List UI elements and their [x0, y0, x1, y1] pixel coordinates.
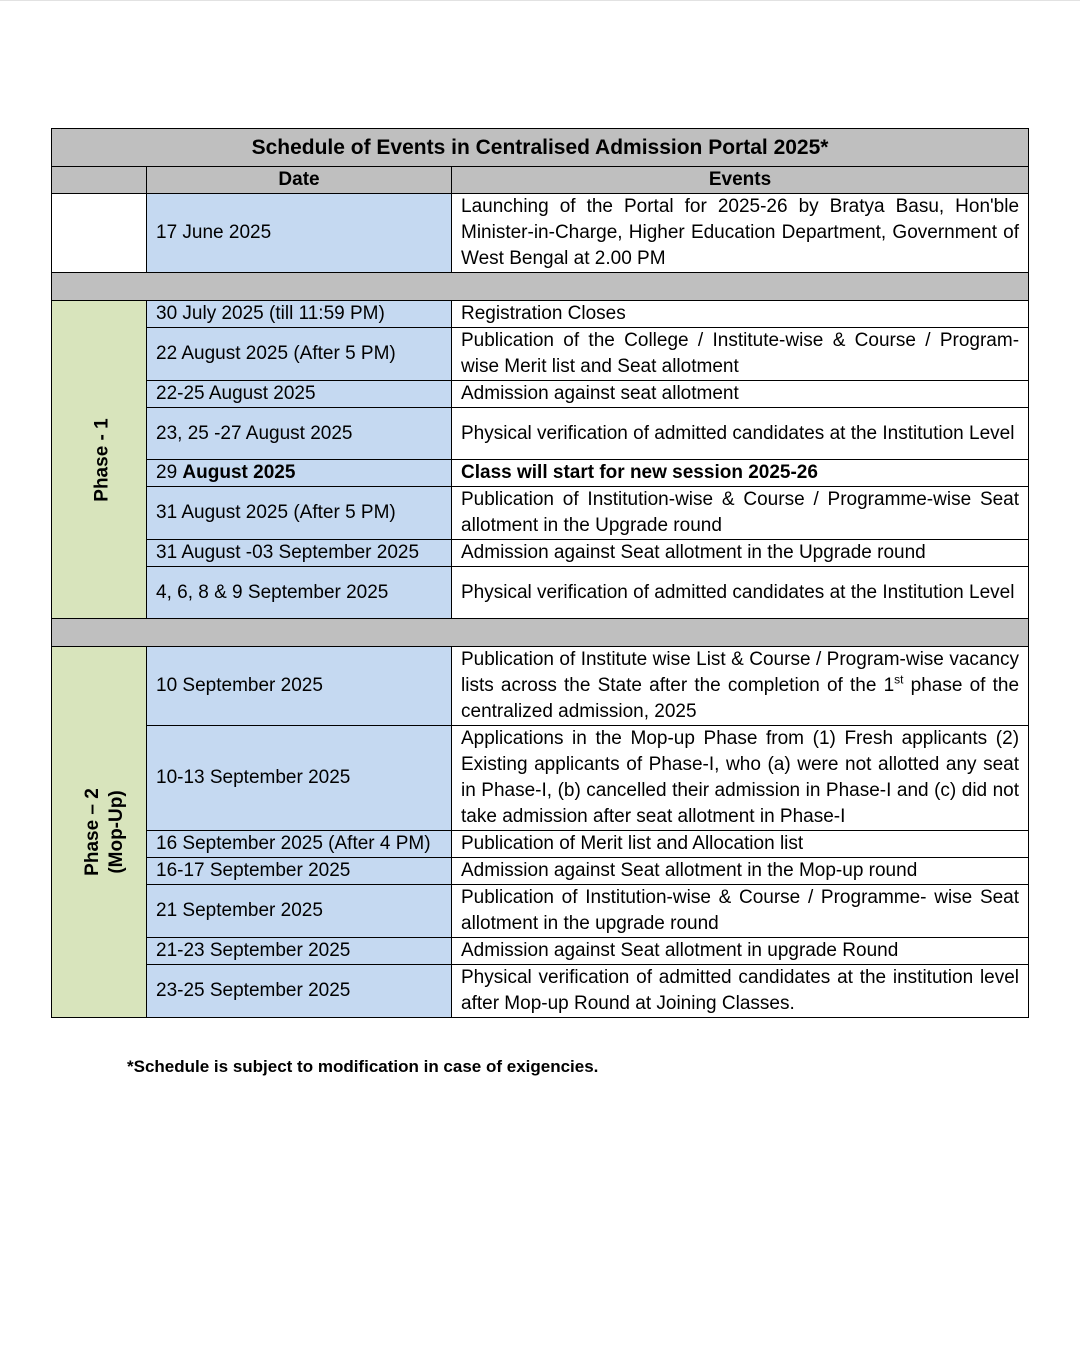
row-date: 22 August 2025 (After 5 PM): [147, 328, 452, 381]
row-event: Publication of Merit list and Allocation list: [452, 831, 1029, 858]
table-row: [52, 460, 1029, 487]
table-row: [52, 567, 1029, 619]
separator-row: [52, 273, 1029, 301]
row-date: 10-13 September 2025: [147, 726, 452, 831]
row-date-prefix: 29: [156, 462, 183, 483]
row-date: 30 July 2025 (till 11:59 PM): [147, 301, 452, 328]
row-event: Class will start for new session 2025-26: [452, 460, 1029, 487]
row-date: [147, 460, 452, 487]
separator-row: [52, 619, 1029, 647]
row-event: Applications in the Mop-up Phase from (1) Fresh applicants (2) Existing applicants of Phase-I, who (a) were not allotted any seat in Phase-I, (b) cancelled their admission in Phase-I and (c) did not take admission after seat allotment in Phase-I: [452, 726, 1029, 831]
row-event: Physical verification of admitted candidates at the institution level after Mop-up Round at Joining Classes.: [452, 965, 1029, 1018]
row-date: 22-25 August 2025: [147, 381, 452, 408]
table-row: [52, 301, 1029, 328]
table-row: [52, 965, 1029, 1018]
table-row: [52, 726, 1029, 831]
row-event: Admission against Seat allotment in upgrade Round: [452, 938, 1029, 965]
row-date: 21-23 September 2025: [147, 938, 452, 965]
table-title-row: [52, 129, 1029, 167]
row-date: 23, 25 -27 August 2025: [147, 408, 452, 460]
table-row: [52, 194, 1029, 273]
phase-2-label: Phase – 2 (Mop-Up): [81, 787, 127, 876]
row-event: Registration Closes: [452, 301, 1029, 328]
table-row: [52, 647, 1029, 726]
top-rule: [0, 0, 1080, 1]
row-date: 17 June 2025: [147, 194, 452, 273]
header-events: Events: [452, 167, 1029, 194]
row-event: Publication of the College / Institute-wise & Course / Program-wise Merit list and Seat allotment: [452, 328, 1029, 381]
row-event: Admission against Seat allotment in the Mop-up round: [452, 858, 1029, 885]
separator-cell: [52, 619, 1029, 647]
header-phase-cell: [52, 167, 147, 194]
launch-phase-cell: [52, 194, 147, 273]
row-date: 16-17 September 2025: [147, 858, 452, 885]
row-event: Publication of Institute wise List & Course / Program-wise vacancy lists across the State after the completion of the 1st phase of the centralized admission, 2025: [452, 647, 1029, 726]
row-event: Publication of Institution-wise & Course / Programme-wise Seat allotment in the Upgrade round: [452, 487, 1029, 540]
table-header-row: [52, 167, 1029, 194]
row-date-bold: August 2025: [182, 462, 296, 483]
table-row: [52, 408, 1029, 460]
phase-1-label: Phase - 1: [91, 417, 113, 502]
schedule-table: [51, 128, 1029, 1018]
row-date: 31 August 2025 (After 5 PM): [147, 487, 452, 540]
row-date: 31 August -03 September 2025: [147, 540, 452, 567]
table-row: [52, 328, 1029, 381]
table-row: [52, 381, 1029, 408]
phase-2-label-cell: [52, 647, 147, 1018]
row-event: Admission against Seat allotment in the Upgrade round: [452, 540, 1029, 567]
row-event: Admission against seat allotment: [452, 381, 1029, 408]
table-row: [52, 938, 1029, 965]
row-date: 10 September 2025: [147, 647, 452, 726]
table-row: [52, 858, 1029, 885]
table-row: [52, 831, 1029, 858]
row-event: Publication of Institution-wise & Course / Programme- wise Seat allotment in the upgrade round: [452, 885, 1029, 938]
table-title: Schedule of Events in Centralised Admission Portal 2025*: [52, 129, 1029, 167]
row-date: 4, 6, 8 & 9 September 2025: [147, 567, 452, 619]
row-date: 16 September 2025 (After 4 PM): [147, 831, 452, 858]
table-row: [52, 885, 1029, 938]
footnote: *Schedule is subject to modification in case of exigencies.: [127, 1057, 599, 1076]
row-event: Launching of the Portal for 2025-26 by Bratya Basu, Hon'ble Minister-in-Charge, Higher Education Department, Government of West Bengal at 2.00 PM: [452, 194, 1029, 273]
row-event: Physical verification of admitted candidates at the Institution Level: [452, 408, 1029, 460]
table-row: [52, 487, 1029, 540]
row-date: 21 September 2025: [147, 885, 452, 938]
header-date: Date: [147, 167, 452, 194]
row-date: 23-25 September 2025: [147, 965, 452, 1018]
row-event: Physical verification of admitted candidates at the Institution Level: [452, 567, 1029, 619]
separator-cell: [52, 273, 1029, 301]
table-row: [52, 540, 1029, 567]
phase-1-label-cell: [52, 301, 147, 619]
